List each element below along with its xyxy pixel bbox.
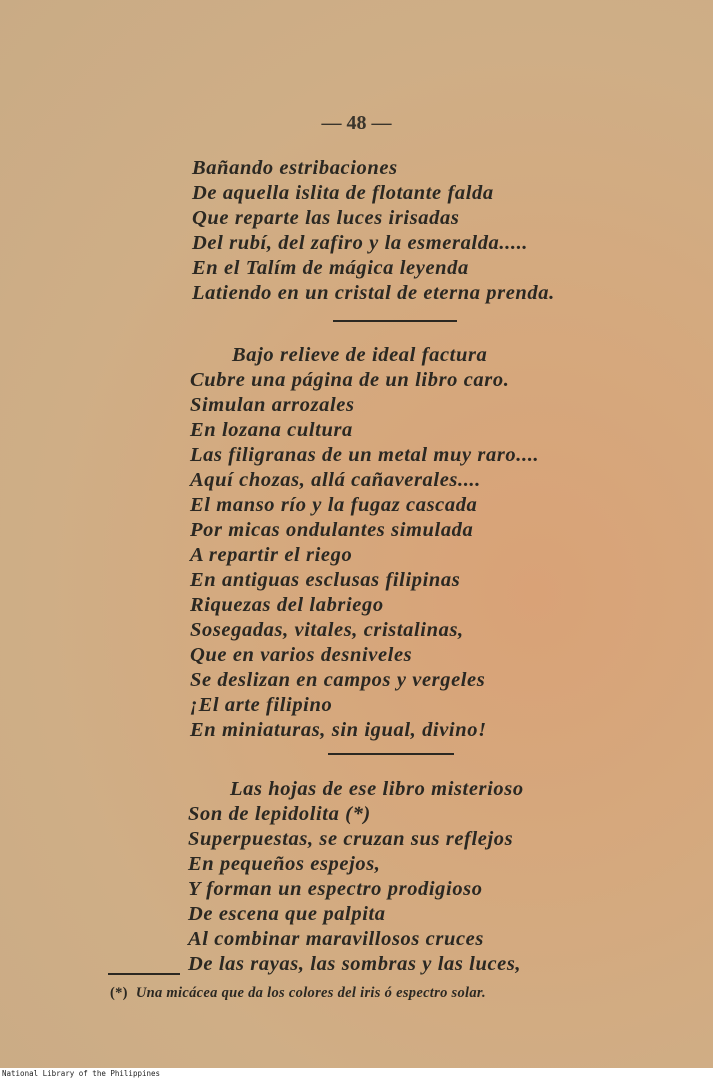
verse-line: Bañando estribaciones bbox=[192, 157, 398, 179]
verse-line: De aquella islita de flotante falda bbox=[192, 182, 494, 204]
section-divider bbox=[333, 320, 457, 322]
verse-line: En lozana cultura bbox=[190, 419, 353, 441]
verse-line: Simulan arrozales bbox=[190, 394, 355, 416]
verse-line: Son de lepidolita (*) bbox=[188, 803, 371, 825]
page-number: — 48 — bbox=[321, 112, 392, 134]
verse-line: Las hojas de ese libro misterioso bbox=[230, 778, 524, 800]
verse-line: Y forman un espectro prodigioso bbox=[188, 878, 483, 900]
footnote-mark: (*) bbox=[110, 985, 128, 1001]
verse-line: En pequeños espejos, bbox=[188, 853, 381, 875]
verse-line: Sosegadas, vitales, cristalinas, bbox=[190, 619, 464, 641]
verse-line: A repartir el riego bbox=[190, 544, 353, 566]
verse-line: Se deslizan en campos y vergeles bbox=[190, 669, 486, 691]
verse-line: Que en varios desniveles bbox=[190, 644, 413, 666]
verse-line: De escena que palpita bbox=[188, 903, 386, 925]
verse-line: Aquí chozas, allá cañaverales.... bbox=[190, 469, 481, 491]
verse-line: Por micas ondulantes simulada bbox=[190, 519, 474, 541]
section-divider bbox=[328, 753, 454, 755]
verse-line: Bajo relieve de ideal factura bbox=[232, 344, 488, 366]
verse-line: Superpuestas, se cruzan sus reflejos bbox=[188, 828, 514, 850]
verse-line: En miniaturas, sin igual, divino! bbox=[190, 719, 487, 741]
verse-line: ¡El arte filipino bbox=[190, 694, 333, 716]
verse-line: Riquezas del labriego bbox=[190, 594, 384, 616]
verse-line: Del rubí, del zafiro y la esmeralda..... bbox=[192, 232, 529, 254]
verse-line: Cubre una página de un libro caro. bbox=[190, 369, 510, 391]
library-credit: National Library of the Philippines bbox=[2, 1069, 161, 1078]
verse-line: De las rayas, las sombras y las luces, bbox=[188, 953, 522, 975]
footnote bbox=[110, 985, 486, 1002]
footnote-text: Una micácea que da los colores del iris ó espectro solar. bbox=[135, 985, 486, 1001]
verse-line: En antiguas esclusas filipinas bbox=[190, 569, 461, 591]
verse-line: Al combinar maravillosos cruces bbox=[188, 928, 484, 950]
footnote-divider bbox=[108, 973, 180, 975]
verse-line: Latiendo en un cristal de eterna prenda. bbox=[192, 282, 555, 304]
verse-line: El manso río y la fugaz cascada bbox=[190, 494, 478, 516]
verse-line: Las filigranas de un metal muy raro.... bbox=[190, 444, 540, 466]
verse-line: Que reparte las luces irisadas bbox=[192, 207, 460, 229]
verse-line: En el Talím de mágica leyenda bbox=[192, 257, 469, 279]
